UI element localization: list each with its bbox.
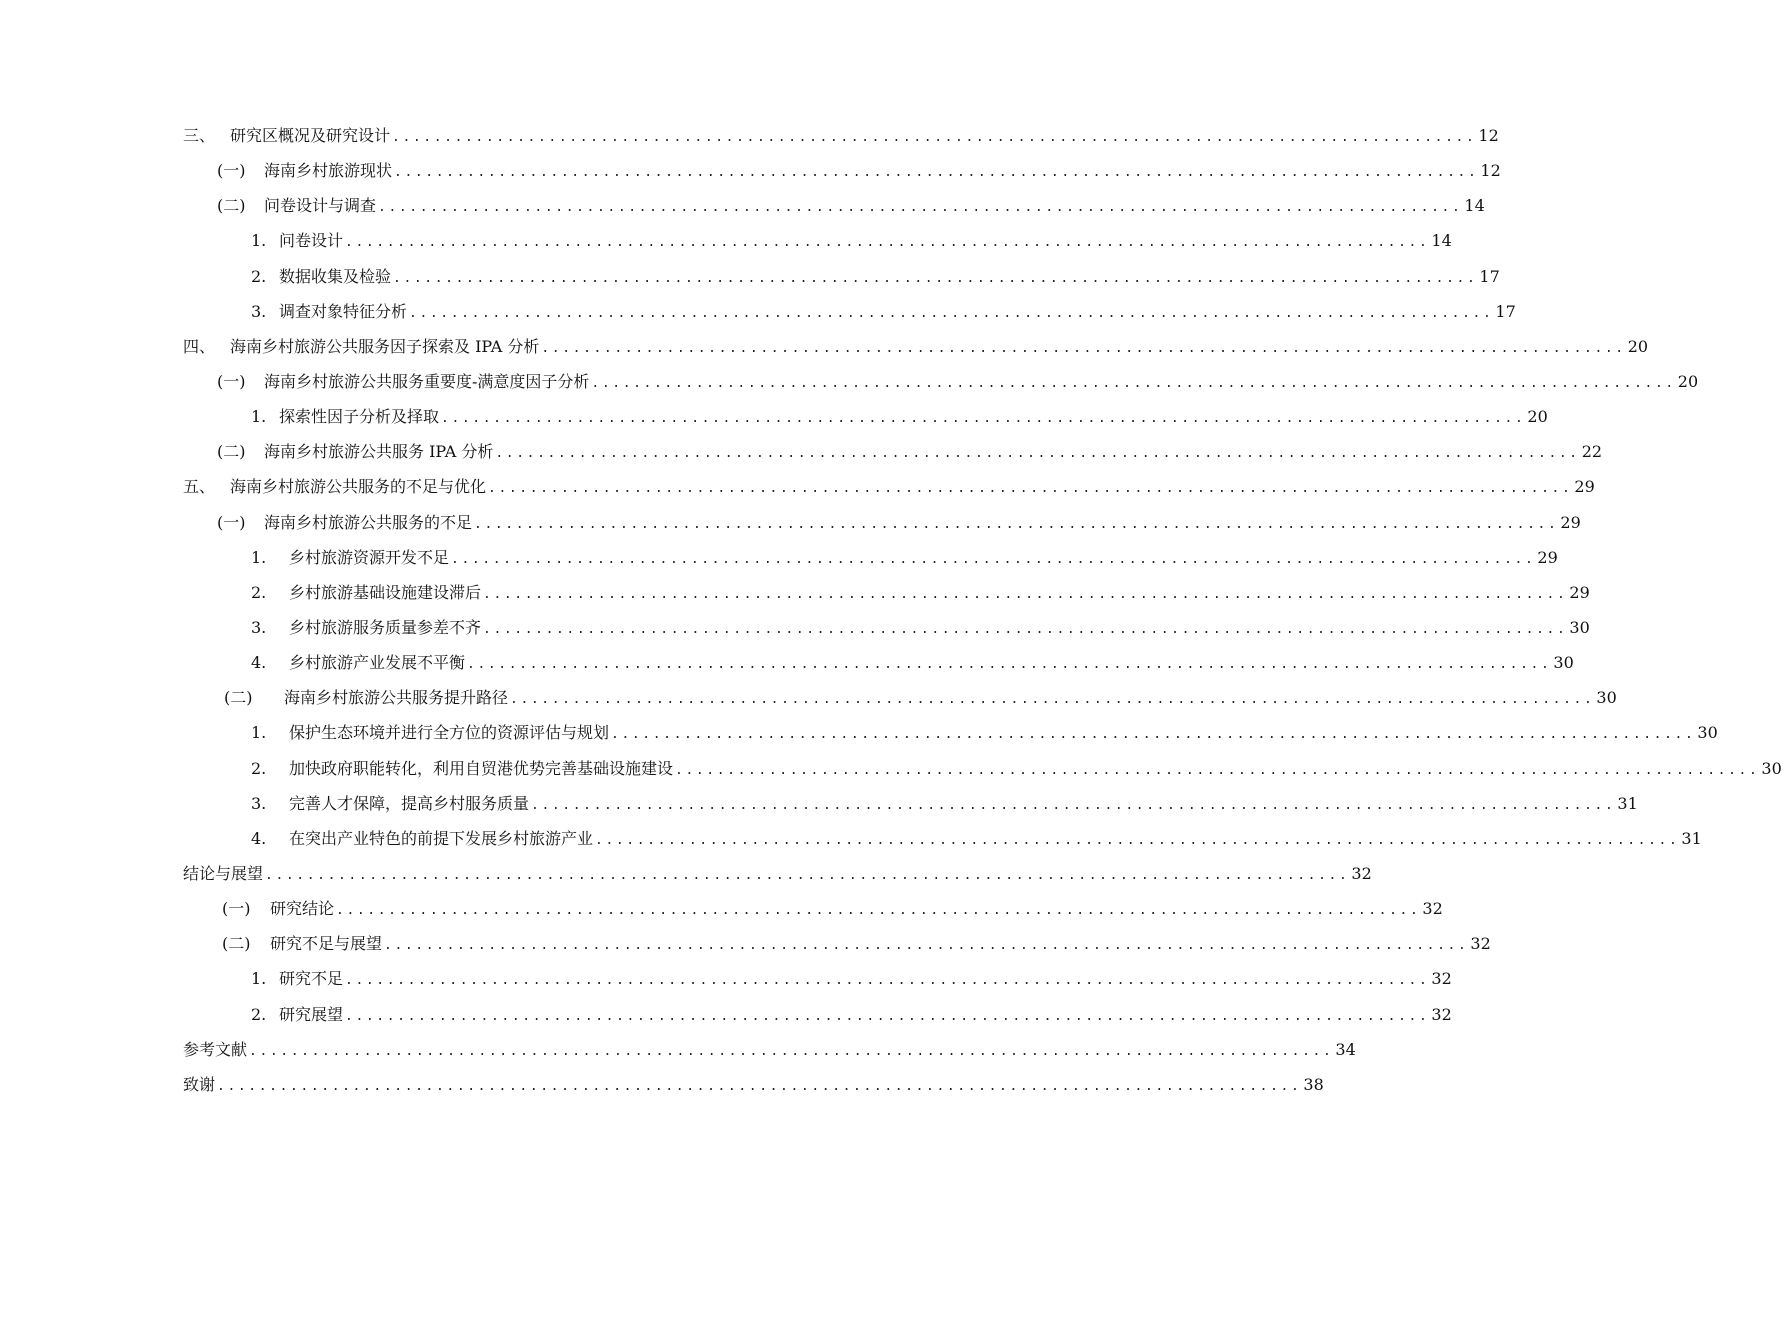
toc-entry-number: 1. <box>251 969 267 989</box>
dot-leader: ........................................................................................................ <box>217 1078 1302 1094</box>
dot-leader: ........................................................................................................ <box>345 1008 1430 1024</box>
toc-entry-title: 结论与展望 <box>183 863 264 883</box>
toc-entry-number: 1. <box>251 547 267 567</box>
toc-entry-number: (二) <box>222 934 251 954</box>
dot-leader: ........................................................................................................ <box>451 551 1536 567</box>
toc-entry[interactable] <box>0 469 1595 504</box>
dot-leader: ........................................................................................................ <box>483 621 1568 637</box>
toc-entry[interactable] <box>0 891 1443 926</box>
dot-leader: ........................................................................................................ <box>510 692 1595 708</box>
toc-entry-page: 14 <box>1464 196 1485 216</box>
dot-leader: ........................................................................................................ <box>265 867 1350 883</box>
dot-leader: ........................................................................................................ <box>495 446 1580 462</box>
dot-leader: ........................................................................................................ <box>595 832 1680 848</box>
toc-entry-number: 4. <box>251 828 267 848</box>
toc-entry-number: 2. <box>251 582 267 602</box>
toc-entry[interactable] <box>0 399 1548 434</box>
dot-leader: ........................................................................................................ <box>675 762 1760 778</box>
toc-entry-title: 海南乡村旅游公共服务的不足与优化 <box>230 477 487 497</box>
toc-entry-title: 问卷设计 <box>279 231 344 251</box>
toc-entry-page: 17 <box>1495 301 1516 321</box>
toc-entry-page: 29 <box>1574 477 1595 497</box>
dot-leader: ........................................................................................................ <box>474 516 1559 532</box>
toc-entry-number: (一) <box>217 512 246 532</box>
toc-entry-title: 研究展望 <box>279 1004 344 1024</box>
toc-entry-title: 研究不足 <box>279 969 344 989</box>
toc-entry-title: 海南乡村旅游现状 <box>264 161 393 181</box>
toc-entry[interactable] <box>0 715 1718 750</box>
dot-leader: ........................................................................................................ <box>409 305 1494 321</box>
toc-entry[interactable] <box>0 1067 1324 1102</box>
toc-entry-number: 4. <box>251 653 267 673</box>
toc-entry[interactable] <box>0 505 1581 540</box>
toc-entry[interactable] <box>0 610 1590 645</box>
dot-leader: ........................................................................................................ <box>394 165 1479 181</box>
toc-entry[interactable] <box>0 856 1372 891</box>
toc-entry-title: 海南乡村旅游公共服务的不足 <box>264 512 473 532</box>
toc-entry-title: 海南乡村旅游公共服务因子探索及 IPA 分析 <box>230 336 540 356</box>
toc-entry-title: 研究不足与展望 <box>270 934 383 954</box>
toc-entry-title: 乡村旅游产业发展不平衡 <box>289 653 466 673</box>
toc-entry[interactable] <box>0 259 1500 294</box>
toc-entry-title: 在突出产业特色的前提下发展乡村旅游产业 <box>289 828 594 848</box>
toc-entry[interactable] <box>0 997 1452 1032</box>
toc-entry[interactable] <box>0 645 1574 680</box>
toc-entry-number: 3. <box>251 793 267 813</box>
toc-entry-page: 20 <box>1677 371 1699 391</box>
toc-entry-page: 30 <box>1596 688 1617 708</box>
toc-entry-title: 参考文献 <box>183 1039 248 1059</box>
table-of-contents <box>0 118 1782 1102</box>
toc-entry-title: 数据收集及检验 <box>279 266 392 286</box>
toc-entry[interactable] <box>0 329 1649 364</box>
toc-entry-page: 38 <box>1303 1074 1324 1094</box>
toc-entry[interactable] <box>0 294 1516 329</box>
toc-entry-page: 32 <box>1431 1004 1452 1024</box>
dot-leader: ........................................................................................................ <box>531 797 1616 813</box>
toc-entry-title: 调查对象特征分析 <box>279 301 408 321</box>
toc-entry-page: 20 <box>1527 407 1548 427</box>
dot-leader: ........................................................................................................ <box>345 235 1430 251</box>
toc-entry-page: 29 <box>1569 582 1590 602</box>
toc-entry-page: 31 <box>1617 793 1638 813</box>
toc-entry-number: (二) <box>217 442 246 462</box>
toc-entry-title: 探索性因子分析及择取 <box>279 407 440 427</box>
dot-leader: ........................................................................................................ <box>611 727 1696 743</box>
toc-entry-page: 29 <box>1537 547 1558 567</box>
dot-leader: ........................................................................................................ <box>541 340 1626 356</box>
toc-entry-title: 研究结论 <box>270 899 335 919</box>
toc-entry-number: 五、 <box>183 477 216 497</box>
toc-entry-page: 32 <box>1431 969 1452 989</box>
dot-leader: ........................................................................................................ <box>591 375 1676 391</box>
toc-entry-number: 1. <box>251 407 267 427</box>
toc-entry-page: 34 <box>1335 1039 1356 1059</box>
dot-leader: ........................................................................................................ <box>345 973 1430 989</box>
toc-entry-page: 31 <box>1681 828 1702 848</box>
toc-entry-number: (一) <box>217 371 246 391</box>
toc-entry[interactable] <box>0 680 1617 715</box>
toc-entry-page: 22 <box>1581 442 1603 462</box>
dot-leader: ........................................................................................................ <box>441 411 1526 427</box>
toc-entry-number: 3. <box>251 301 267 321</box>
toc-entry-page: 12 <box>1480 161 1501 181</box>
toc-entry-page: 30 <box>1697 723 1718 743</box>
toc-entry-page: 17 <box>1479 266 1500 286</box>
toc-entry[interactable] <box>0 1032 1356 1067</box>
toc-entry-page: 30 <box>1761 758 1782 778</box>
toc-entry-title: 加快政府职能转化，利用自贸港优势完善基础设施建设 <box>289 758 674 778</box>
toc-entry[interactable] <box>0 751 1782 786</box>
toc-entry[interactable] <box>0 434 1603 469</box>
toc-entry-title: 乡村旅游服务质量参差不齐 <box>289 617 482 637</box>
dot-leader: ........................................................................................................ <box>467 657 1552 673</box>
toc-entry-number: 2. <box>251 758 267 778</box>
toc-entry-title: 保护生态环境并进行全方位的资源评估与规划 <box>289 723 610 743</box>
toc-entry[interactable] <box>0 188 1485 223</box>
toc-entry[interactable] <box>0 153 1501 188</box>
dot-leader: ........................................................................................................ <box>392 130 1477 145</box>
dot-leader: ........................................................................................................ <box>483 586 1568 602</box>
toc-entry-number: (一) <box>217 161 246 181</box>
toc-entry-title: 海南乡村旅游公共服务提升路径 <box>284 688 509 708</box>
toc-entry-number: (一) <box>222 899 251 919</box>
dot-leader: ........................................................................................................ <box>488 481 1573 497</box>
toc-entry-number: (二) <box>217 196 246 216</box>
toc-entry-title: 海南乡村旅游公共服务 IPA 分析 <box>264 442 494 462</box>
toc-entry[interactable] <box>0 118 1499 153</box>
toc-entry-title: 乡村旅游资源开发不足 <box>289 547 450 567</box>
toc-entry[interactable] <box>0 961 1452 996</box>
toc-entry-title: 海南乡村旅游公共服务重要度-满意度因子分析 <box>264 371 590 391</box>
toc-entry-page: 29 <box>1560 512 1581 532</box>
toc-entry-page: 32 <box>1351 863 1372 883</box>
toc-entry-number: 三、 <box>183 126 216 145</box>
toc-entry[interactable] <box>0 540 1558 575</box>
toc-entry-page: 30 <box>1553 653 1574 673</box>
toc-entry[interactable] <box>0 821 1702 856</box>
toc-entry-number: 3. <box>251 617 267 637</box>
dot-leader: ........................................................................................................ <box>384 938 1469 954</box>
toc-entry-title: 完善人才保障，提高乡村服务质量 <box>289 793 530 813</box>
toc-entry-page: 14 <box>1431 231 1452 251</box>
toc-entry-page: 32 <box>1422 899 1443 919</box>
toc-entry[interactable] <box>0 926 1491 961</box>
toc-entry-page: 32 <box>1470 934 1491 954</box>
toc-entry-number: 1. <box>251 231 267 251</box>
toc-entry-title: 致谢 <box>183 1074 216 1094</box>
toc-entry-title: 研究区概况及研究设计 <box>230 126 391 145</box>
toc-entry-number: 2. <box>251 1004 267 1024</box>
dot-leader: ........................................................................................................ <box>378 200 1463 216</box>
toc-entry[interactable] <box>0 786 1638 821</box>
dot-leader: ........................................................................................................ <box>393 270 1478 286</box>
toc-entry-title: 乡村旅游基础设施建设滞后 <box>289 582 482 602</box>
toc-entry[interactable] <box>0 364 1699 399</box>
toc-entry-title: 问卷设计与调查 <box>264 196 377 216</box>
toc-entry-page: 30 <box>1569 617 1590 637</box>
toc-entry[interactable] <box>0 223 1452 258</box>
dot-leader: ........................................................................................................ <box>249 1043 1334 1059</box>
toc-entry-page: 12 <box>1478 126 1499 145</box>
toc-entry-number: (二) <box>224 688 253 708</box>
toc-entry-number: 四、 <box>183 336 216 356</box>
toc-entry-number: 1. <box>251 723 267 743</box>
dot-leader: ........................................................................................................ <box>336 903 1421 919</box>
toc-entry[interactable] <box>0 575 1590 610</box>
toc-entry-number: 2. <box>251 266 267 286</box>
toc-entry-page: 20 <box>1627 336 1649 356</box>
